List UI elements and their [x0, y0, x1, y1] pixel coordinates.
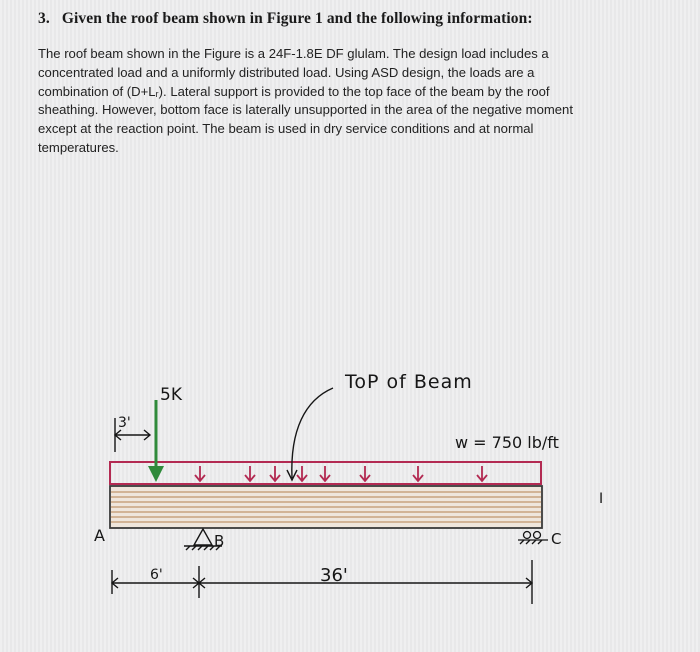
- overhang-length-label: 6': [150, 567, 163, 583]
- point-a-label: A: [94, 526, 105, 545]
- load-arrow: [360, 466, 370, 481]
- support-c-roller-icon: [518, 532, 548, 545]
- top-of-beam-leader: [292, 388, 333, 478]
- distributed-load-arrows: [195, 466, 487, 481]
- point-b-label: B: [214, 532, 225, 550]
- paragraph-line: temperatures.: [38, 139, 119, 155]
- point-load-arrow: [148, 400, 164, 482]
- paragraph-line: except at the reaction point. The beam is used in dry service conditions and at normal: [38, 121, 534, 137]
- load-arrow: [195, 466, 205, 481]
- offset-label: 3': [118, 415, 131, 431]
- load-arrow: [297, 466, 307, 481]
- load-arrow: [320, 466, 330, 481]
- paragraph-line: concentrated load and a uniformly distributed load. Using ASD design, the loads are a: [38, 64, 535, 80]
- paragraph-line: combination of (D+Lᵣ). Lateral support is provided to the top face of the beam by the roof: [38, 83, 550, 99]
- top-of-beam-label: ToP of Beam: [345, 371, 473, 393]
- glulam-beam: [110, 486, 542, 528]
- load-arrow: [270, 466, 280, 481]
- paragraph-line: The roof beam shown in the Figure is a 24F-1.8E DF glulam. The design load includes a: [38, 46, 549, 61]
- load-arrow: [245, 466, 255, 481]
- load-arrow: [413, 466, 423, 481]
- point-load-label: 5K: [160, 385, 182, 405]
- span-length-label: 36': [320, 565, 348, 586]
- load-arrow: [477, 466, 487, 481]
- problem-number: 3.: [38, 10, 50, 27]
- paragraph-line: sheathing. However, bottom face is laterally unsupported in the area of the negative moment: [38, 102, 573, 118]
- section-mark: I: [599, 491, 604, 507]
- point-c-label: C: [551, 530, 562, 548]
- problem-title: Given the roof beam shown in Figure 1 and the following information:: [61, 10, 533, 27]
- distributed-load-label: w = 750 lb/ft: [455, 433, 559, 452]
